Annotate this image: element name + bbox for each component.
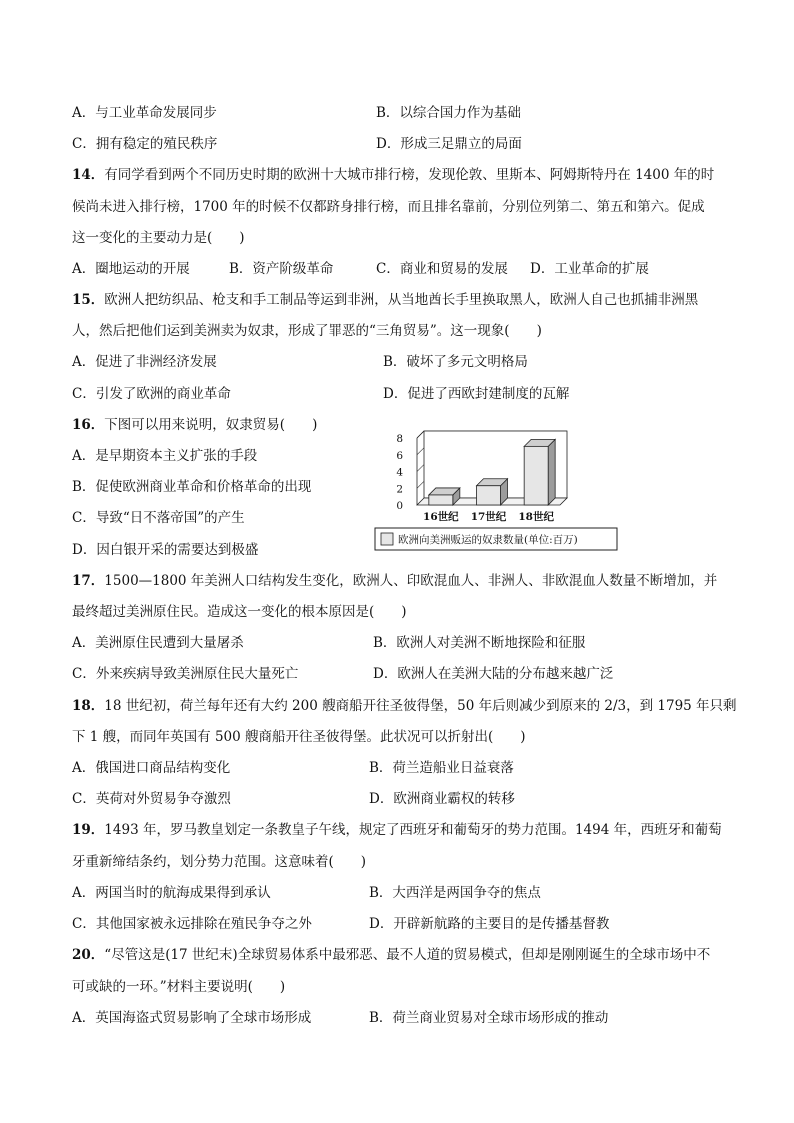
- q14-stem-line-2: 候尚未进入排行榜，1700 年的时候不仅都跻身排行榜，而且排名靠前，分别位列第二、第五和第六。促成: [72, 199, 705, 215]
- q18-stem-line-2: 下 1 艘，而同年英国有 500 艘商船开往圣彼得堡。此状况可以折射出( ): [72, 729, 526, 745]
- q17-option-d: D．欧洲人在美洲大陆的分布越来越广泛: [373, 666, 614, 682]
- chart-y-tick-label: 2: [396, 483, 403, 496]
- q20-number: 20．: [72, 947, 105, 963]
- q20-stem-line-1: 20．“尽管这是(17 世纪末)全球贸易体系中最邪恶、最不人道的贸易模式，但却是刚刚诞生的全球市场中不: [72, 947, 711, 963]
- q19-stem-line-1: 19．1493 年，罗马教皇划定一条教皇子午线，规定了西班牙和葡萄牙的势力范围。1494 年，西班牙和葡萄: [72, 822, 722, 838]
- q18-number: 18．: [72, 698, 105, 714]
- q14-stem-line-3: 这一变化的主要动力是( ): [72, 230, 245, 246]
- chart-y-tick-label: 8: [396, 433, 403, 445]
- chart-bar-front: [429, 495, 453, 505]
- q14-stem-line-1: 14．有同学看到两个不同历史时期的欧洲十大城市排行榜，发现伦敦、里斯本、阿姆斯特丹在 1400 年的时: [72, 167, 715, 183]
- q18-option-a: A．俄国进口商品结构变化: [72, 760, 231, 776]
- q16-stem-line-1: 16．下图可以用来说明，奴隶贸易( ): [72, 417, 318, 433]
- q17-stem-line-1: 17．1500—1800 年美洲人口结构发生变化，欧洲人、印欧混血人、非洲人、非欧混血人数量不断增加，并: [72, 573, 718, 589]
- q17-option-a: A．美洲原住民遭到大量屠杀: [72, 635, 244, 651]
- q13-option-d: D．形成三足鼎立的局面: [376, 136, 522, 152]
- q13-option-a: A．与工业革命发展同步: [72, 105, 217, 121]
- q15-option-b: B．破坏了多元文明格局: [383, 354, 528, 370]
- chart-bar-side: [548, 439, 555, 505]
- slave-trade-bar-chart: [372, 418, 622, 554]
- q20-option-b: B．荷兰商业贸易对全球市场形成的推动: [369, 1010, 609, 1026]
- q14-option-c: C．商业和贸易的发展: [376, 261, 508, 277]
- q18-option-c: C．英荷对外贸易争夺激烈: [72, 791, 231, 807]
- q19-number: 19．: [72, 822, 105, 838]
- q17-number: 17．: [72, 573, 105, 589]
- chart-bar-front: [524, 446, 548, 505]
- q19-option-d: D．开辟新航路的主要目的是传播基督教: [369, 916, 610, 932]
- q15-stem-line-2: 人，然后把他们运到美洲卖为奴隶，形成了罪恶的“三角贸易”。这一现象( ): [72, 323, 542, 339]
- chart-y-tick-label: 6: [396, 449, 403, 462]
- chart-legend-swatch: [381, 533, 393, 545]
- chart-x-tick-label: 17世纪: [470, 511, 507, 523]
- q18-stem-line-1: 18．18 世纪初，荷兰每年还有大约 200 艘商船开往圣彼得堡，50 年后则减少到原来的 2/3，到 1795 年只剩: [72, 698, 737, 714]
- q15-option-c: C．引发了欧洲的商业革命: [72, 386, 231, 402]
- q17-option-c: C．外来疾病导致美洲原住民大量死亡: [72, 666, 299, 682]
- q15-option-a: A．促进了非洲经济发展: [72, 354, 217, 370]
- q20-option-a: A．英国海盗式贸易影响了全球市场形成: [72, 1010, 312, 1026]
- chart-y-tick-label: 4: [396, 466, 403, 479]
- chart-x-tick-label: 18世纪: [518, 511, 554, 523]
- q15-stem-line-1: 15．欧洲人把纺织品、枪支和手工制品等运到非洲，从当地酋长手里换取黑人，欧洲人自己也抓捕非洲黑: [72, 292, 699, 308]
- q14-option-b: B．资产阶级革命: [229, 261, 334, 277]
- q19-option-a: A．两国当时的航海成果得到承认: [72, 885, 271, 901]
- q19-option-b: B．大西洋是两国争夺的焦点: [369, 885, 541, 901]
- q17-option-b: B．欧洲人对美洲不断地探险和征服: [373, 635, 586, 651]
- q16-number: 16．: [72, 417, 105, 433]
- q14-option-a: A．圈地运动的开展: [72, 261, 190, 277]
- q16-option-d: D．因白银开采的需要达到极盛: [72, 542, 259, 558]
- q16-option-b: B．促使欧洲商业革命和价格革命的出现: [72, 479, 312, 495]
- chart-bar: [477, 479, 508, 505]
- chart-axis-depth: [417, 431, 424, 438]
- chart-bar: [524, 439, 555, 505]
- q15-option-d: D．促进了西欧封建制度的瓦解: [383, 386, 570, 402]
- chart-x-tick-label: 16世纪: [423, 511, 459, 523]
- q17-stem-line-2: 最终超过美洲原住民。造成这一变化的根本原因是( ): [72, 604, 407, 620]
- q19-stem-line-2: 牙重新缔结条约，划分势力范围。这意味着( ): [72, 854, 367, 870]
- q13-option-c: C．拥有稳定的殖民秩序: [72, 136, 218, 152]
- q18-option-d: D．欧洲商业霸权的转移: [369, 791, 515, 807]
- q13-option-b: B．以综合国力作为基础: [376, 105, 521, 121]
- q18-option-b: B．荷兰造船业日益衰落: [369, 760, 514, 776]
- chart-legend-label: 欧洲向美洲贩运的奴隶数量(单位:百万): [398, 534, 578, 546]
- q16-option-a: A．是早期资本主义扩张的手段: [72, 448, 258, 464]
- q14-option-d: D．工业革命的扩展: [530, 261, 649, 277]
- chart-bar-front: [477, 486, 501, 505]
- q19-option-c: C．其他国家被永远排除在殖民争夺之外: [72, 916, 312, 932]
- q15-number: 15．: [72, 292, 105, 308]
- q20-stem-line-2: 可或缺的一环。”材料主要说明( ): [72, 979, 286, 995]
- chart-y-tick-label: 0: [396, 500, 403, 512]
- q14-number: 14．: [72, 167, 105, 183]
- chart-bar: [429, 488, 460, 505]
- q16-option-c: C．导致“日不落帝国”的产生: [72, 510, 245, 526]
